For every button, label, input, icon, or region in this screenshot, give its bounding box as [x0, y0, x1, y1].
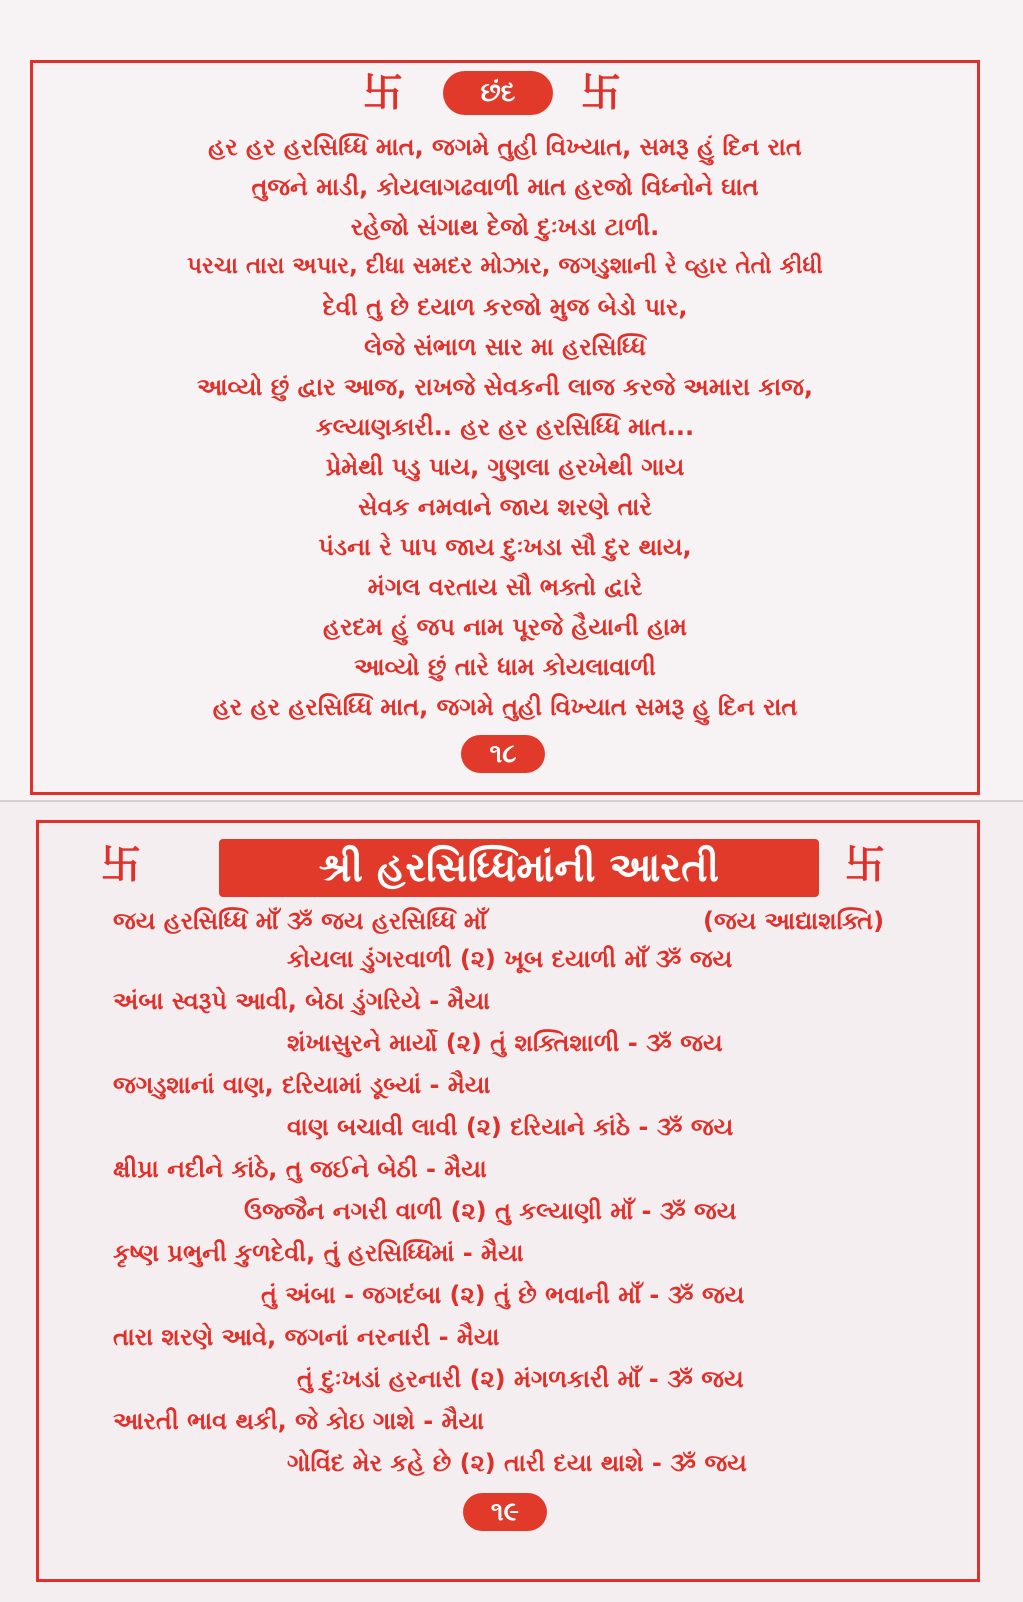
aarti-line: ઉજ્જૈન નગરી વાળી (૨) તુ કલ્યાણી માઁ - ૐ જય	[244, 1197, 737, 1225]
page-19	[0, 800, 1023, 1602]
section-heading: છંદ	[443, 71, 553, 115]
aarti-line: કૃષ્ણ પ્રભુની કુળદેવી, તું હરસિધ્ધિમાં - મૈયા	[113, 1239, 524, 1267]
swastika-icon-right: 卐	[845, 842, 885, 888]
verse-line: પંડના રે પાપ જાય દુઃખડા સૌ દુર થાય,	[318, 533, 692, 561]
page-18	[0, 0, 1023, 800]
aarti-line: તારા શરણે આવે, જગનાં નરનારી - મૈયા	[113, 1323, 500, 1351]
swastika-icon-left: 卐	[363, 70, 403, 116]
swastika-icon-right: 卐	[581, 70, 621, 116]
verse-line: દેવી તુ છે દયાળ કરજો મુજ બેડો પાર,	[322, 293, 688, 321]
aarti-first-line: જય હરસિધ્ધિ માઁ ૐ જય હરસિધ્ધિ માઁ	[113, 907, 487, 935]
aarti-line: જગડુશાનાં વાણ, દરિયામાં ડૂબ્યાં - મૈયા	[113, 1071, 491, 1099]
verse-line: મંગલ વરતાય સૌ ભક્તો દ્વારે	[367, 573, 643, 601]
aarti-note: (જય આદ્યાશક્તિ)	[703, 907, 885, 935]
verse-line: આવ્યો છું તારે ધામ કોયલાવાળી	[354, 653, 656, 681]
aarti-line: ક્ષીપ્રા નદીને કાંઠે, તુ જઈને બેઠી - મૈયા	[113, 1155, 487, 1183]
verse-line: તુજને માડી, કોયલાગઢવાળી માત હરજો વિધ્નોને ઘાત	[251, 173, 759, 201]
page-19-border	[36, 820, 980, 1582]
verse-line: સેવક નમવાને જાય શરણે તારે	[358, 493, 652, 521]
verse-line: લેજે સંભાળ સાર મા હરસિધ્ધિ	[364, 333, 646, 361]
verse-line: આવ્યો છું દ્વાર આજ, રાખજે સેવકની લાજ કરજે અમારા કાજ,	[197, 373, 813, 401]
aarti-line: કોયલા ડુંગરવાળી (૨) ખૂબ દયાળી માઁ ૐ જય	[287, 945, 733, 973]
page-number: ૧૮	[461, 735, 545, 773]
aarti-line: તું દુઃખડાં હરનારી (૨) મંગળકારી માઁ - ૐ જય	[297, 1365, 744, 1393]
aarti-line: શંખાસુરને માર્યો (૨) તું શક્તિશાળી - ૐ જય	[287, 1029, 723, 1057]
aarti-line: ગોવિંદ મેર કહે છે (૨) તારી દયા થાશે - ૐ જય	[287, 1449, 747, 1477]
verse-line: હર હર હરસિધ્ધિ માત, જગમે તુહી વિખ્યાત, સમરૂ હું દિન રાત	[208, 133, 802, 161]
verse-line: હરદમ હું જપ નામ પૂરજે હૈયાની હામ	[323, 613, 687, 641]
page-18-border	[30, 60, 980, 795]
aarti-line: તું અંબા - જગદંબા (૨) તું છે ભવાની માઁ - ૐ જય	[261, 1281, 745, 1309]
aarti-line: આરતી ભાવ થકી, જે કોઇ ગાશે - મૈયા	[113, 1407, 484, 1435]
verse-line: કલ્યાણકારી.. હર હર હરસિધ્ધિ માત...	[315, 413, 695, 441]
aarti-line: વાણ બચાવી લાવી (૨) દરિયાને કાંઠે - ૐ જય	[287, 1113, 734, 1141]
swastika-icon-left: 卐	[101, 842, 141, 888]
aarti-title: શ્રી હરસિધ્ધિમાંની આરતી	[219, 839, 819, 897]
verse-line: રહેજો સંગાથ દેજો દુઃખડા ટાળી.	[350, 213, 660, 241]
verse-line: હર હર હરસિધ્ધિ માત, જગમે તુહી વિખ્યાત સમરૂ હુ દિન રાત	[212, 693, 798, 721]
aarti-line: અંબા સ્વરૂપે આવી, બેઠા ડુંગરિયે - મૈયા	[113, 987, 490, 1015]
verse-line: પરચા તારા અપાર, દીધા સમદર મોઝાર, જગડુશાની રે વ્હાર તેતો કીધી	[187, 253, 823, 279]
verse-line: પ્રેમેથી પડુ પાય, ગુણલા હરખેથી ગાય	[325, 453, 685, 481]
page-number: ૧૯	[463, 1493, 547, 1531]
